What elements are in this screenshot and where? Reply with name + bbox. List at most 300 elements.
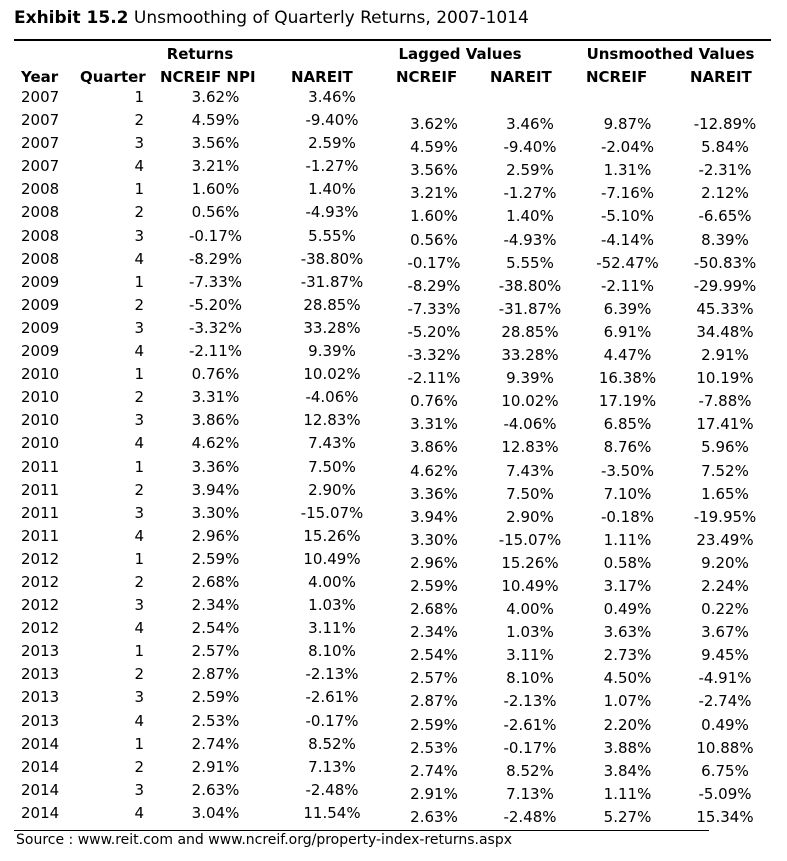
exhibit-title xyxy=(14,8,529,28)
table-row xyxy=(0,271,787,294)
lagged-nareit-cell: 33.28% xyxy=(501,346,559,365)
unsmoothed-nareit-cell: 17.41% xyxy=(696,415,754,434)
table-row xyxy=(0,432,787,455)
unsmoothed-ncreif-cell: 6.85% xyxy=(603,415,652,434)
header-group-lagged: Lagged Values xyxy=(398,45,522,63)
returns-ncreif-cell: 2.96% xyxy=(191,526,240,545)
header-quarter: Quarter xyxy=(80,68,146,86)
unsmoothed-nareit-cell: 9.20% xyxy=(701,553,749,572)
returns-ncreif-cell: 2.59% xyxy=(191,549,240,568)
unsmoothed-ncreif-cell: 0.58% xyxy=(603,553,652,572)
quarter-cell: 3 xyxy=(134,780,144,799)
lagged-nareit-cell: 28.85% xyxy=(501,322,559,341)
unsmoothed-nareit-cell: -6.65% xyxy=(698,207,752,226)
unsmoothed-nareit-cell: -19.95% xyxy=(693,507,757,526)
quarter-cell: 1 xyxy=(134,365,144,384)
lagged-ncreif-cell: 3.30% xyxy=(410,530,458,549)
unsmoothed-nareit-cell: 9.45% xyxy=(701,646,749,665)
quarter-cell: 2 xyxy=(134,111,144,130)
header-group-returns: Returns xyxy=(166,45,234,63)
unsmoothed-nareit-cell: 2.91% xyxy=(701,346,749,365)
table-row xyxy=(0,317,787,340)
returns-nareit-cell: 8.52% xyxy=(308,734,356,753)
returns-nareit-cell: -4.93% xyxy=(305,203,359,222)
unsmoothed-ncreif-cell: 3.84% xyxy=(603,761,652,780)
returns-ncreif-cell: 3.56% xyxy=(191,134,240,153)
lagged-ncreif-cell: 3.36% xyxy=(410,484,458,503)
lagged-ncreif-cell: 3.94% xyxy=(410,507,458,526)
table-row xyxy=(0,571,787,594)
unsmoothed-nareit-cell: 0.49% xyxy=(701,715,749,734)
unsmoothed-ncreif-cell: -2.11% xyxy=(600,276,655,295)
table-row xyxy=(0,132,787,155)
table-row xyxy=(0,86,787,109)
returns-ncreif-cell: 2.53% xyxy=(191,711,240,730)
lagged-nareit-cell: 10.02% xyxy=(501,392,559,411)
lagged-ncreif-cell: -3.32% xyxy=(407,346,461,365)
unsmoothed-ncreif-cell: -7.16% xyxy=(600,184,655,203)
unsmoothed-ncreif-cell: -3.50% xyxy=(600,461,655,480)
unsmoothed-ncreif-cell: 7.10% xyxy=(603,484,652,503)
table-row xyxy=(0,109,787,132)
table-row xyxy=(0,201,787,224)
lagged-nareit-cell: 2.90% xyxy=(506,507,554,526)
returns-nareit-cell: 33.28% xyxy=(303,318,361,337)
lagged-ncreif-cell: 2.74% xyxy=(410,761,458,780)
quarter-cell: 2 xyxy=(134,203,144,222)
lagged-nareit-cell: 15.26% xyxy=(501,553,559,572)
lagged-nareit-cell: 8.10% xyxy=(506,669,554,688)
returns-ncreif-cell: 2.87% xyxy=(191,665,240,684)
table-row xyxy=(0,548,787,571)
returns-nareit-cell: -0.17% xyxy=(305,711,359,730)
returns-nareit-cell: -2.13% xyxy=(305,665,359,684)
header-lagged-nareit: NAREIT xyxy=(490,68,552,86)
unsmoothed-nareit-cell: 2.24% xyxy=(701,576,749,595)
returns-ncreif-cell: 3.30% xyxy=(191,503,240,522)
returns-nareit-cell: -31.87% xyxy=(300,272,364,291)
year-cell: 2013 xyxy=(21,665,60,684)
table-row xyxy=(0,294,787,317)
lagged-nareit-cell: -1.27% xyxy=(503,184,557,203)
lagged-nareit-cell: 7.50% xyxy=(506,484,554,503)
quarter-cell: 3 xyxy=(134,503,144,522)
returns-nareit-cell: 11.54% xyxy=(303,803,361,822)
lagged-nareit-cell: -4.93% xyxy=(503,230,557,249)
exhibit-title-text: Unsmoothing of Quarterly Returns, 2007-1014 xyxy=(133,8,529,28)
returns-ncreif-cell: 1.60% xyxy=(191,180,240,199)
unsmoothed-nareit-cell: 1.65% xyxy=(701,484,749,503)
table-row xyxy=(0,640,787,663)
returns-ncreif-cell: 0.76% xyxy=(191,365,240,384)
quarter-cell: 1 xyxy=(134,549,144,568)
table-row xyxy=(0,248,787,271)
returns-nareit-cell: 2.90% xyxy=(308,480,356,499)
quarter-cell: 4 xyxy=(134,342,144,361)
quarter-cell: 2 xyxy=(134,295,144,314)
lagged-nareit-cell: 7.43% xyxy=(506,461,554,480)
table-row xyxy=(0,525,787,548)
lagged-ncreif-cell: 3.56% xyxy=(410,161,458,180)
source-note: Source : www.reit.com and www.ncreif.org/property-index-returns.aspx xyxy=(16,832,513,848)
table-row xyxy=(0,386,787,409)
unsmoothed-nareit-cell: -50.83% xyxy=(693,253,757,272)
lagged-nareit-cell: -38.80% xyxy=(498,276,562,295)
unsmoothed-nareit-cell: 10.19% xyxy=(696,369,754,388)
returns-ncreif-cell: 4.62% xyxy=(191,434,240,453)
year-cell: 2014 xyxy=(21,803,60,822)
year-cell: 2011 xyxy=(21,526,60,545)
returns-nareit-cell: -2.48% xyxy=(305,780,359,799)
lagged-ncreif-cell: 2.59% xyxy=(410,715,458,734)
unsmoothed-nareit-cell: 7.52% xyxy=(701,461,749,480)
unsmoothed-ncreif-cell: 1.11% xyxy=(603,530,652,549)
unsmoothed-nareit-cell: -5.09% xyxy=(698,784,752,803)
lagged-ncreif-cell: 3.62% xyxy=(410,115,458,134)
lagged-ncreif-cell: 2.34% xyxy=(410,623,458,642)
quarter-cell: 3 xyxy=(134,226,144,245)
year-cell: 2008 xyxy=(21,180,60,199)
exhibit-label: Exhibit 15.2 xyxy=(14,8,129,28)
table-row xyxy=(0,155,787,178)
returns-ncreif-cell: 2.63% xyxy=(191,780,240,799)
year-cell: 2010 xyxy=(21,365,60,384)
unsmoothed-nareit-cell: 8.39% xyxy=(701,230,749,249)
unsmoothed-nareit-cell: -12.89% xyxy=(693,115,757,134)
lagged-ncreif-cell: 2.57% xyxy=(410,669,458,688)
unsmoothed-ncreif-cell: 9.87% xyxy=(603,115,652,134)
unsmoothed-nareit-cell: 45.33% xyxy=(696,299,754,318)
year-cell: 2011 xyxy=(21,457,60,476)
lagged-ncreif-cell: 0.56% xyxy=(410,230,458,249)
lagged-ncreif-cell: 3.31% xyxy=(410,415,458,434)
unsmoothed-ncreif-cell: 2.73% xyxy=(603,646,652,665)
lagged-nareit-cell: -15.07% xyxy=(498,530,562,549)
quarter-cell: 1 xyxy=(134,642,144,661)
lagged-ncreif-cell: 2.87% xyxy=(410,692,458,711)
returns-nareit-cell: -4.06% xyxy=(305,388,359,407)
unsmoothed-ncreif-cell: -52.47% xyxy=(596,253,659,272)
year-cell: 2013 xyxy=(21,711,60,730)
lagged-nareit-cell: 5.55% xyxy=(506,253,554,272)
returns-nareit-cell: 1.03% xyxy=(308,596,356,615)
unsmoothed-nareit-cell: -7.88% xyxy=(698,392,752,411)
year-cell: 2007 xyxy=(21,134,60,153)
lagged-nareit-cell: -9.40% xyxy=(503,138,557,157)
lagged-ncreif-cell: 2.53% xyxy=(410,738,458,757)
returns-nareit-cell: 10.49% xyxy=(303,549,361,568)
returns-nareit-cell: 7.43% xyxy=(308,434,356,453)
returns-ncreif-cell: 2.54% xyxy=(191,619,240,638)
returns-ncreif-cell: 2.59% xyxy=(191,688,240,707)
year-cell: 2009 xyxy=(21,342,60,361)
lagged-nareit-cell: -2.61% xyxy=(503,715,557,734)
unsmoothed-ncreif-cell: 16.38% xyxy=(598,369,657,388)
returns-ncreif-cell: 0.56% xyxy=(191,203,240,222)
returns-ncreif-cell: 2.91% xyxy=(191,757,240,776)
unsmoothed-ncreif-cell: -4.14% xyxy=(600,230,655,249)
lagged-ncreif-cell: 0.76% xyxy=(410,392,458,411)
unsmoothed-ncreif-cell: 5.27% xyxy=(603,807,652,826)
table-row xyxy=(0,456,787,479)
table-row xyxy=(0,802,787,825)
quarter-cell: 1 xyxy=(134,88,144,106)
returns-nareit-cell: 7.13% xyxy=(308,757,356,776)
unsmoothed-ncreif-cell: 4.50% xyxy=(603,669,652,688)
returns-ncreif-cell: -5.20% xyxy=(188,295,243,314)
quarter-cell: 4 xyxy=(134,711,144,730)
lagged-ncreif-cell: -8.29% xyxy=(407,276,461,295)
table-row xyxy=(0,479,787,502)
returns-nareit-cell: 9.39% xyxy=(308,342,356,361)
lagged-ncreif-cell: 4.62% xyxy=(410,461,458,480)
lagged-nareit-cell: 3.11% xyxy=(506,646,554,665)
quarter-cell: 1 xyxy=(134,180,144,199)
unsmoothed-ncreif-cell: 3.88% xyxy=(603,738,652,757)
table-row xyxy=(0,617,787,640)
year-cell: 2011 xyxy=(21,480,60,499)
lagged-nareit-cell: -2.48% xyxy=(503,807,557,826)
year-cell: 2008 xyxy=(21,203,60,222)
returns-table-body xyxy=(0,86,787,825)
lagged-ncreif-cell: 2.59% xyxy=(410,576,458,595)
lagged-nareit-cell: 3.46% xyxy=(506,115,554,134)
lagged-ncreif-cell: 4.59% xyxy=(410,138,458,157)
returns-nareit-cell: -1.27% xyxy=(305,157,359,176)
unsmoothed-nareit-cell: 23.49% xyxy=(696,530,754,549)
lagged-nareit-cell: 1.03% xyxy=(506,623,554,642)
returns-nareit-cell: 1.40% xyxy=(308,180,356,199)
table-row xyxy=(0,502,787,525)
returns-ncreif-cell: 3.62% xyxy=(191,88,240,106)
year-cell: 2009 xyxy=(21,318,60,337)
year-cell: 2012 xyxy=(21,619,60,638)
year-cell: 2007 xyxy=(21,157,60,176)
unsmoothed-nareit-cell: 34.48% xyxy=(696,322,754,341)
table-row xyxy=(0,686,787,709)
returns-nareit-cell: 2.59% xyxy=(308,134,356,153)
year-cell: 2010 xyxy=(21,434,60,453)
table-row xyxy=(0,594,787,617)
unsmoothed-ncreif-cell: 17.19% xyxy=(598,392,657,411)
returns-nareit-cell: 15.26% xyxy=(303,526,361,545)
lagged-nareit-cell: 7.13% xyxy=(506,784,554,803)
quarter-cell: 1 xyxy=(134,457,144,476)
quarter-cell: 3 xyxy=(134,596,144,615)
lagged-nareit-cell: 8.52% xyxy=(506,761,554,780)
lagged-ncreif-cell: 3.21% xyxy=(410,184,458,203)
quarter-cell: 2 xyxy=(134,665,144,684)
returns-nareit-cell: 28.85% xyxy=(303,295,361,314)
returns-ncreif-cell: 2.57% xyxy=(191,642,240,661)
unsmoothed-nareit-cell: 2.12% xyxy=(701,184,749,203)
unsmoothed-ncreif-cell: 0.49% xyxy=(603,600,652,619)
quarter-cell: 3 xyxy=(134,411,144,430)
quarter-cell: 2 xyxy=(134,480,144,499)
header-returns-ncreif: NCREIF NPI xyxy=(160,68,256,86)
table-row xyxy=(0,779,787,802)
table-row xyxy=(0,409,787,432)
returns-ncreif-cell: 2.68% xyxy=(191,572,240,591)
table-row xyxy=(0,756,787,779)
unsmoothed-ncreif-cell: 8.76% xyxy=(603,438,652,457)
year-cell: 2010 xyxy=(21,388,60,407)
returns-nareit-cell: -2.61% xyxy=(305,688,359,707)
unsmoothed-nareit-cell: 3.67% xyxy=(701,623,749,642)
quarter-cell: 2 xyxy=(134,388,144,407)
quarter-cell: 4 xyxy=(134,619,144,638)
lagged-ncreif-cell: 2.54% xyxy=(410,646,458,665)
unsmoothed-ncreif-cell: 2.20% xyxy=(603,715,652,734)
table-row xyxy=(0,340,787,363)
quarter-cell: 1 xyxy=(134,734,144,753)
unsmoothed-ncreif-cell: 3.63% xyxy=(603,623,652,642)
lagged-nareit-cell: -2.13% xyxy=(503,692,557,711)
header-unsmoothed-nareit: NAREIT xyxy=(690,68,752,86)
returns-ncreif-cell: -8.29% xyxy=(188,249,243,268)
lagged-ncreif-cell: -0.17% xyxy=(407,253,461,272)
unsmoothed-ncreif-cell: -5.10% xyxy=(600,207,655,226)
returns-ncreif-cell: -7.33% xyxy=(188,272,243,291)
year-cell: 2011 xyxy=(21,503,60,522)
quarter-cell: 4 xyxy=(134,249,144,268)
header-unsmoothed-ncreif: NCREIF xyxy=(586,68,648,86)
unsmoothed-nareit-cell: 5.96% xyxy=(701,438,749,457)
returns-ncreif-cell: 3.31% xyxy=(191,388,240,407)
lagged-ncreif-cell: -7.33% xyxy=(407,299,461,318)
returns-ncreif-cell: 4.59% xyxy=(191,111,240,130)
lagged-ncreif-cell: 3.86% xyxy=(410,438,458,457)
returns-ncreif-cell: -0.17% xyxy=(188,226,243,245)
year-cell: 2007 xyxy=(21,88,60,106)
unsmoothed-ncreif-cell: 1.31% xyxy=(603,161,652,180)
returns-nareit-cell: 8.10% xyxy=(308,642,356,661)
returns-nareit-cell: 5.55% xyxy=(308,226,356,245)
table-row xyxy=(0,710,787,733)
year-cell: 2014 xyxy=(21,780,60,799)
unsmoothed-ncreif-cell: 4.47% xyxy=(603,346,652,365)
bottom-rule xyxy=(14,830,709,831)
returns-ncreif-cell: -2.11% xyxy=(188,342,243,361)
returns-nareit-cell: 3.11% xyxy=(308,619,356,638)
lagged-ncreif-cell: 2.96% xyxy=(410,553,458,572)
lagged-nareit-cell: 1.40% xyxy=(506,207,554,226)
lagged-nareit-cell: 9.39% xyxy=(506,369,554,388)
returns-nareit-cell: 12.83% xyxy=(303,411,361,430)
unsmoothed-nareit-cell: -2.31% xyxy=(698,161,752,180)
returns-ncreif-cell: 3.36% xyxy=(191,457,240,476)
quarter-cell: 2 xyxy=(134,757,144,776)
year-cell: 2012 xyxy=(21,596,60,615)
quarter-cell: 3 xyxy=(134,688,144,707)
unsmoothed-nareit-cell: -2.74% xyxy=(698,692,752,711)
lagged-ncreif-cell: 2.68% xyxy=(410,600,458,619)
unsmoothed-ncreif-cell: -2.04% xyxy=(600,138,655,157)
returns-nareit-cell: 4.00% xyxy=(308,572,356,591)
header-group-unsmoothed: Unsmoothed Values xyxy=(586,45,755,63)
unsmoothed-ncreif-cell: 1.07% xyxy=(603,692,652,711)
returns-nareit-cell: 7.50% xyxy=(308,457,356,476)
year-cell: 2009 xyxy=(21,272,60,291)
lagged-ncreif-cell: 1.60% xyxy=(410,207,458,226)
table-row xyxy=(0,363,787,386)
lagged-ncreif-cell: 2.63% xyxy=(410,807,458,826)
header-year: Year xyxy=(21,68,59,86)
year-cell: 2008 xyxy=(21,226,60,245)
year-cell: 2012 xyxy=(21,549,60,568)
year-cell: 2007 xyxy=(21,111,60,130)
unsmoothed-nareit-cell: 10.88% xyxy=(696,738,754,757)
unsmoothed-ncreif-cell: 1.11% xyxy=(603,784,652,803)
table-row xyxy=(0,178,787,201)
unsmoothed-nareit-cell: 15.34% xyxy=(696,807,754,826)
lagged-nareit-cell: 12.83% xyxy=(501,438,559,457)
lagged-ncreif-cell: -2.11% xyxy=(407,369,461,388)
lagged-nareit-cell: -31.87% xyxy=(498,299,562,318)
returns-ncreif-cell: 2.34% xyxy=(191,596,240,615)
returns-nareit-cell: 10.02% xyxy=(303,365,361,384)
returns-nareit-cell: -38.80% xyxy=(300,249,364,268)
returns-ncreif-cell: 3.04% xyxy=(191,803,240,822)
year-cell: 2012 xyxy=(21,572,60,591)
header-lagged-ncreif: NCREIF xyxy=(396,68,458,86)
lagged-nareit-cell: 10.49% xyxy=(501,576,559,595)
quarter-cell: 2 xyxy=(134,572,144,591)
returns-nareit-cell: -15.07% xyxy=(300,503,364,522)
quarter-cell: 3 xyxy=(134,134,144,153)
unsmoothed-ncreif-cell: 6.39% xyxy=(603,299,652,318)
unsmoothed-nareit-cell: -4.91% xyxy=(698,669,752,688)
year-cell: 2009 xyxy=(21,295,60,314)
top-rule xyxy=(14,39,771,41)
unsmoothed-nareit-cell: 0.22% xyxy=(701,600,749,619)
table-row xyxy=(0,225,787,248)
lagged-nareit-cell: -4.06% xyxy=(503,415,557,434)
lagged-ncreif-cell: -5.20% xyxy=(407,322,461,341)
quarter-cell: 4 xyxy=(134,526,144,545)
year-cell: 2014 xyxy=(21,757,60,776)
unsmoothed-ncreif-cell: 6.91% xyxy=(603,322,652,341)
year-cell: 2008 xyxy=(21,249,60,268)
returns-ncreif-cell: 3.86% xyxy=(191,411,240,430)
quarter-cell: 4 xyxy=(134,434,144,453)
table-row xyxy=(0,663,787,686)
lagged-nareit-cell: 2.59% xyxy=(506,161,554,180)
returns-nareit-cell: -9.40% xyxy=(305,111,359,130)
unsmoothed-nareit-cell: 5.84% xyxy=(701,138,749,157)
table-row xyxy=(0,733,787,756)
year-cell: 2014 xyxy=(21,734,60,753)
quarter-cell: 3 xyxy=(134,318,144,337)
header-returns-nareit: NAREIT xyxy=(291,68,353,86)
year-cell: 2013 xyxy=(21,688,60,707)
returns-ncreif-cell: 3.94% xyxy=(191,480,240,499)
quarter-cell: 4 xyxy=(134,157,144,176)
year-cell: 2013 xyxy=(21,642,60,661)
unsmoothed-ncreif-cell: -0.18% xyxy=(600,507,655,526)
lagged-nareit-cell: -0.17% xyxy=(503,738,557,757)
year-cell: 2010 xyxy=(21,411,60,430)
unsmoothed-ncreif-cell: 3.17% xyxy=(603,576,652,595)
quarter-cell: 1 xyxy=(134,272,144,291)
lagged-nareit-cell: 4.00% xyxy=(506,600,554,619)
unsmoothed-nareit-cell: 6.75% xyxy=(701,761,749,780)
lagged-ncreif-cell: 2.91% xyxy=(410,784,458,803)
unsmoothed-nareit-cell: -29.99% xyxy=(693,276,757,295)
returns-ncreif-cell: -3.32% xyxy=(188,318,243,337)
returns-nareit-cell: 3.46% xyxy=(308,88,356,106)
returns-ncreif-cell: 2.74% xyxy=(191,734,240,753)
